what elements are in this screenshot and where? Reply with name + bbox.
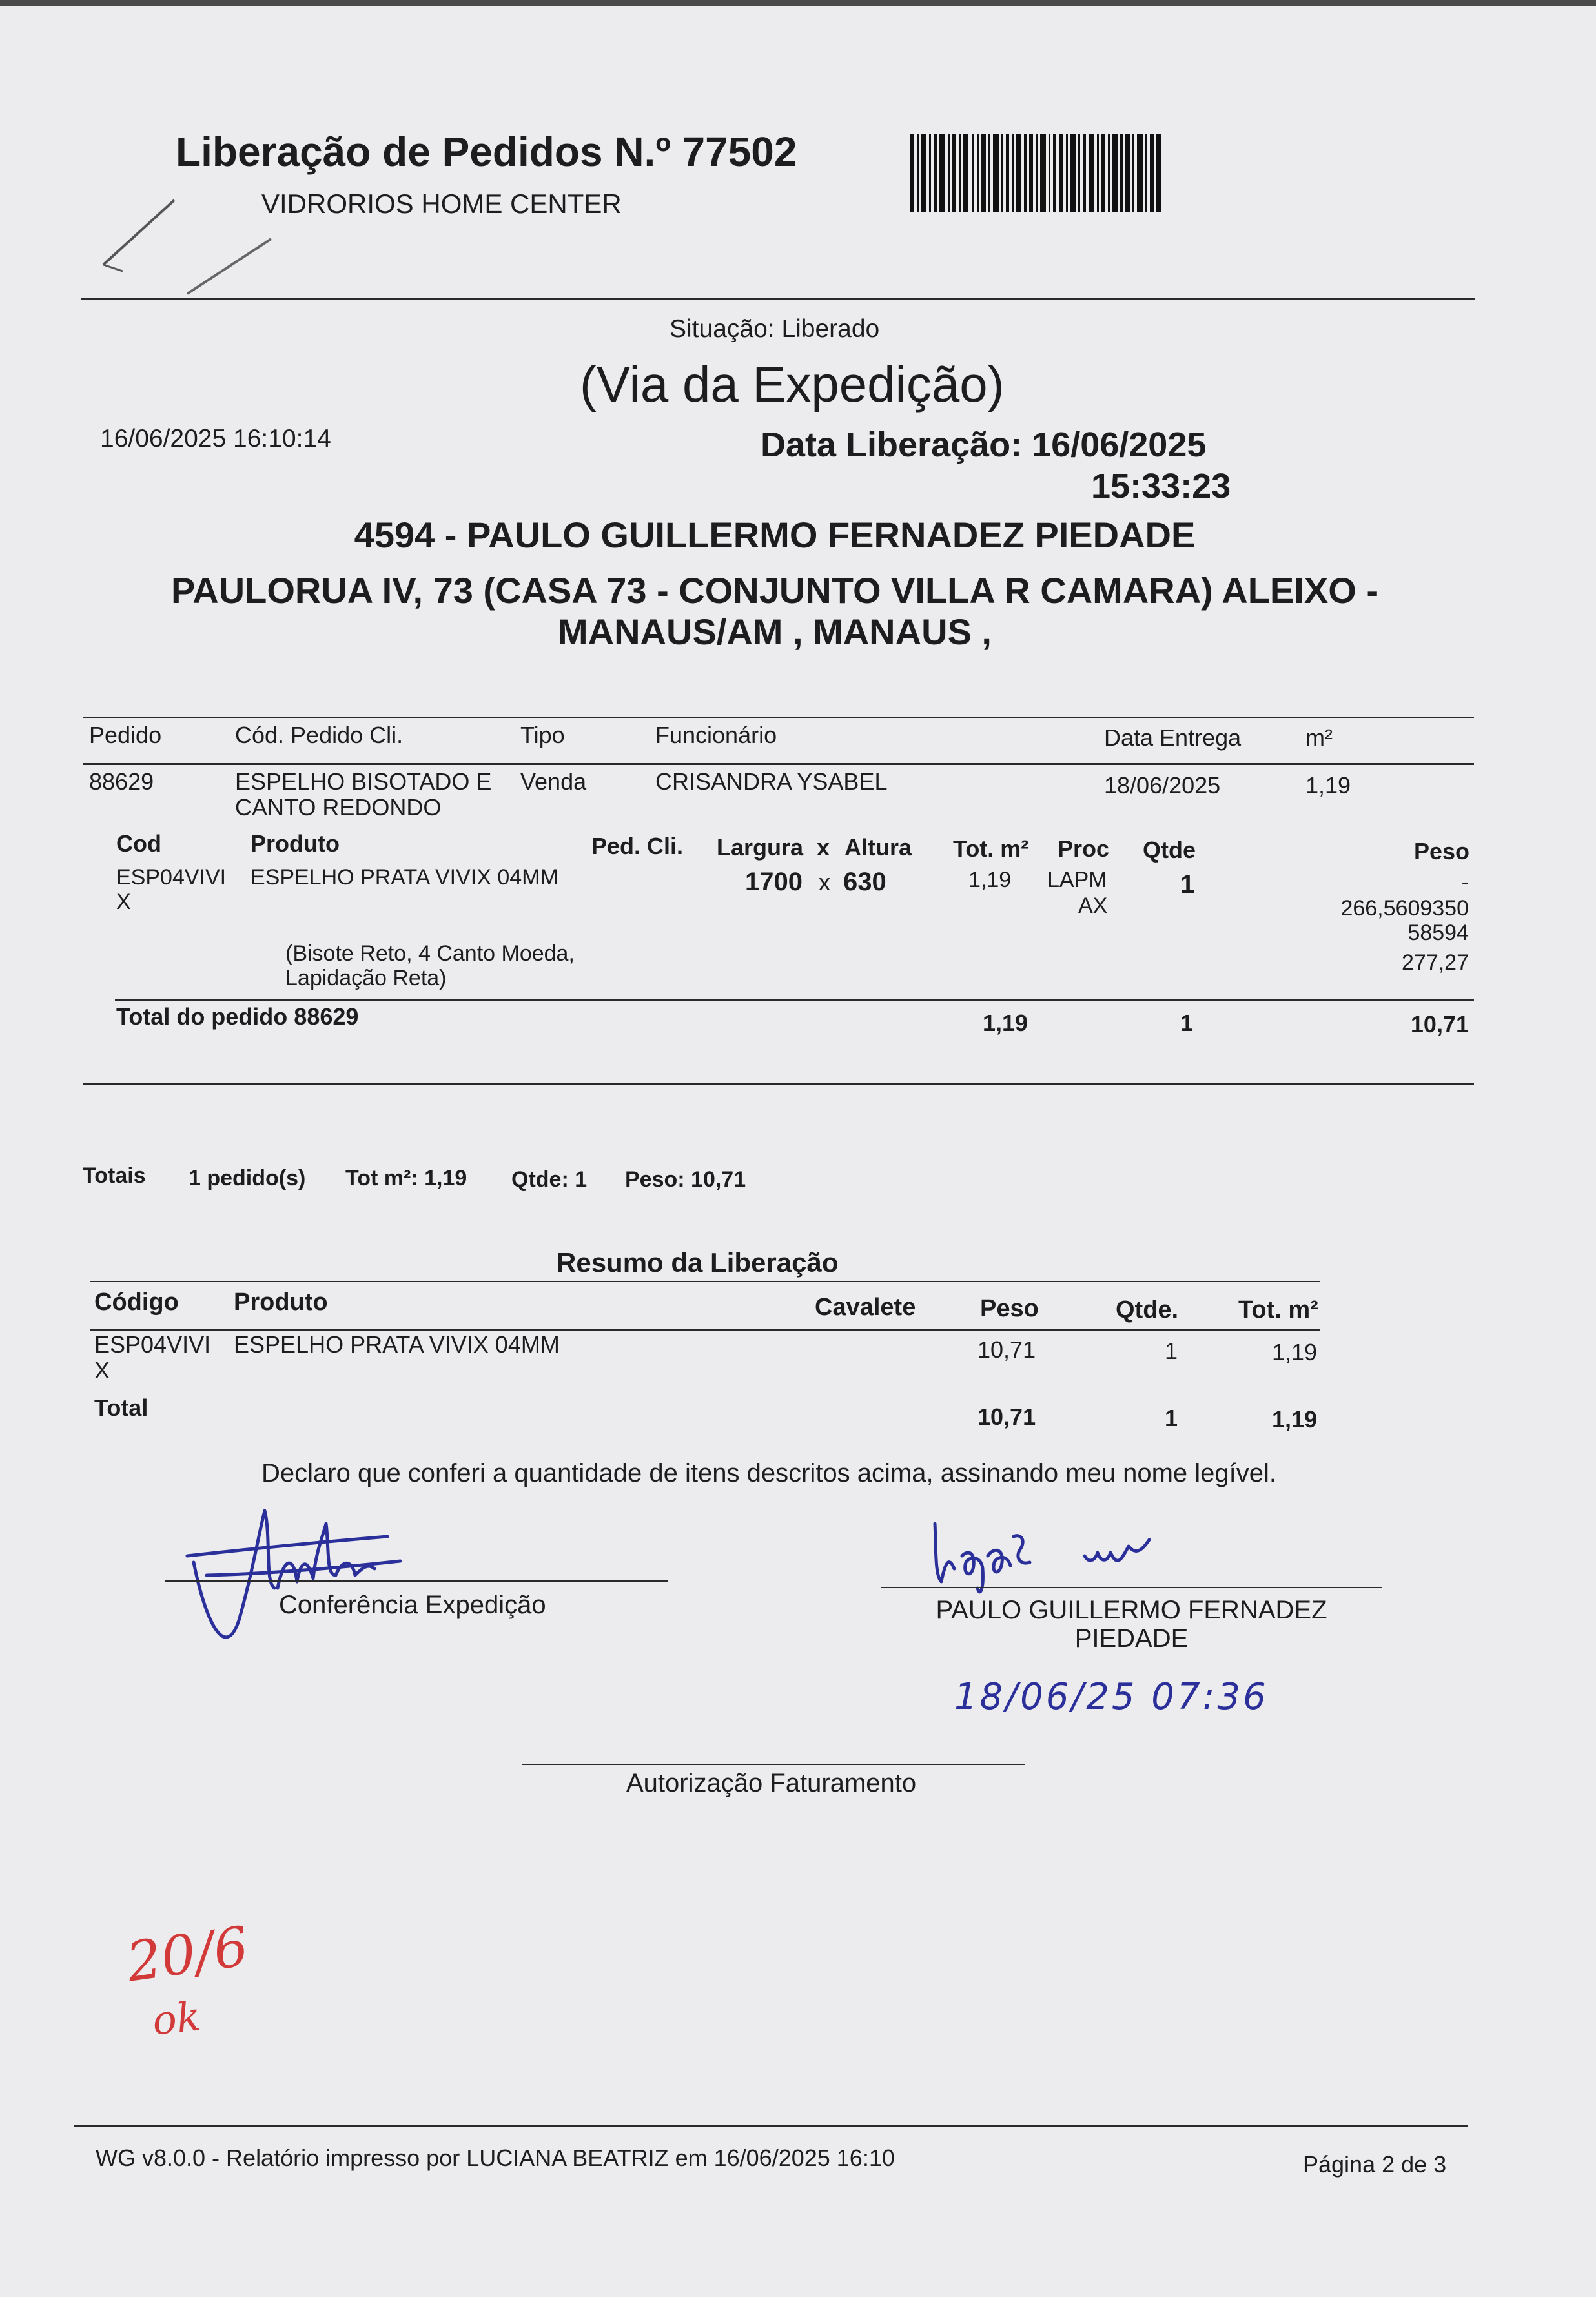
client-address-line2: MANAUS/AM , MANAUS ,: [558, 611, 992, 652]
item-largura: 1700: [745, 868, 803, 896]
resumo-peso: 10,71: [977, 1336, 1036, 1363]
order-total-m2: 1,19: [983, 1010, 1028, 1036]
resumo-total-qtde: 1: [1165, 1405, 1178, 1431]
item-header-ped-cli: Ped. Cli.: [591, 833, 684, 859]
resumo-qtde: 1: [1165, 1338, 1178, 1364]
divider: [81, 298, 1475, 300]
resumo-title: Resumo da Liberação: [557, 1247, 839, 1278]
item-peso-4: 277,27: [1402, 950, 1469, 975]
col-header-funcionario: Funcionário: [655, 722, 777, 748]
signature-line-cliente: [881, 1587, 1382, 1588]
footer-report-info: WG v8.0.0 - Relatório impresso por LUCIANA BEATRIZ em 16/06/2025 16:10: [96, 2145, 895, 2171]
item-proc-2: AX: [1078, 893, 1108, 918]
resumo-codigo-2: X: [94, 1357, 110, 1383]
col-header-tipo: Tipo: [520, 722, 565, 748]
resumo-total-peso: 10,71: [977, 1404, 1036, 1430]
item-header-x: x: [817, 834, 830, 861]
table-top-border: [83, 717, 1474, 718]
via-label: (Via da Expedição): [580, 356, 1005, 413]
col-header-data-entrega: Data Entrega: [1104, 724, 1242, 751]
resumo-header-tot-m2: Tot. m²: [1238, 1296, 1318, 1323]
col-header-pedido: Pedido: [89, 722, 162, 748]
resumo-header-peso: Peso: [980, 1295, 1039, 1322]
document-title: Liberação de Pedidos N.º 77502: [176, 128, 797, 175]
signature-conferencia-icon: [168, 1498, 439, 1653]
declaration-text: Declaro que conferi a quantidade de itens descritos acima, assinando meu nome legível.: [261, 1459, 1277, 1487]
signature-conferencia-label: Conferência Expedição: [279, 1591, 546, 1619]
item-cod-1: ESP04VIVI: [116, 865, 227, 890]
resumo-header-codigo: Código: [94, 1289, 179, 1316]
item-header-qtde: Qtde: [1143, 837, 1196, 863]
table-header-border: [83, 763, 1474, 765]
item-peso-1: -: [1461, 870, 1469, 895]
resumo-total-label: Total: [94, 1394, 148, 1421]
order-total-peso: 10,71: [1410, 1011, 1469, 1037]
item-produto: ESPELHO PRATA VIVIX 04MM: [251, 865, 558, 890]
item-observacao-1: (Bisote Reto, 4 Canto Moeda,: [285, 941, 575, 966]
document-page: [0, 6, 1596, 2297]
item-observacao-2: Lapidação Reta): [285, 966, 447, 990]
item-peso-2: 266,5609350: [1340, 896, 1469, 921]
printed-datetime: 16/06/2025 16:10:14: [100, 425, 331, 453]
client-name: 4594 - PAULO GUILLERMO FERNADEZ PIEDADE: [354, 515, 1196, 555]
cell-m2: 1,19: [1305, 772, 1351, 799]
item-header-tot-m2: Tot. m²: [953, 835, 1029, 862]
resumo-top-border: [90, 1281, 1320, 1282]
cell-cod-pedido-cli-1: ESPELHO BISOTADO E: [235, 768, 492, 795]
resumo-header-border: [90, 1329, 1320, 1331]
item-altura: 630: [843, 868, 886, 896]
handwritten-date: 18/06/25 07:36: [954, 1676, 1269, 1718]
footer-page-number: Página 2 de 3: [1303, 2151, 1447, 2178]
resumo-produto: ESPELHO PRATA VIVIX 04MM: [234, 1331, 560, 1358]
col-header-m2: m²: [1305, 724, 1333, 751]
item-header-cod: Cod: [116, 830, 161, 857]
handwritten-note-date: 20/6: [123, 1914, 252, 1994]
handwritten-note-ok: ok: [150, 1992, 203, 2045]
cell-pedido: 88629: [89, 768, 154, 795]
totais-pedidos: 1 pedido(s): [189, 1166, 306, 1190]
col-header-cod-pedido-cli: Cód. Pedido Cli.: [235, 722, 404, 748]
item-proc-1: LAPM: [1047, 868, 1107, 892]
resumo-header-produto: Produto: [234, 1289, 328, 1316]
item-qtde: 1: [1180, 870, 1195, 899]
resumo-total-m2: 1,19: [1272, 1406, 1318, 1433]
resumo-codigo-1: ESP04VIVI: [94, 1331, 211, 1358]
signature-line-conferencia: [165, 1580, 668, 1582]
signature-cliente-name-2: PIEDADE: [1074, 1624, 1189, 1653]
cell-tipo: Venda: [520, 768, 587, 795]
totais-label: Totais: [83, 1163, 146, 1188]
order-total-label: Total do pedido 88629: [116, 1003, 359, 1030]
barcode-icon: [910, 134, 1161, 212]
resumo-tot-m2: 1,19: [1272, 1339, 1318, 1365]
item-header-altura: Altura: [844, 834, 912, 861]
signature-autorizacao-label: Autorização Faturamento: [626, 1769, 917, 1797]
item-header-peso: Peso: [1414, 838, 1470, 864]
resumo-header-cavalete: Cavalete: [815, 1294, 916, 1321]
cell-cod-pedido-cli-2: CANTO REDONDO: [235, 794, 442, 821]
item-cod-2: X: [116, 890, 131, 914]
item-header-largura: Largura: [717, 834, 804, 861]
data-liberacao: Data Liberação: 16/06/2025: [761, 425, 1207, 464]
item-header-produto: Produto: [251, 830, 340, 857]
totais-qtde: Qtde: 1: [511, 1167, 588, 1192]
signature-line-autorizacao: [522, 1764, 1025, 1765]
signature-cliente-name-1: PAULO GUILLERMO FERNADEZ: [936, 1596, 1327, 1624]
totais-peso: Peso: 10,71: [625, 1167, 746, 1192]
item-header-proc: Proc: [1058, 835, 1110, 862]
staple-mark-icon: [97, 187, 291, 297]
item-total-border: [115, 999, 1474, 1001]
item-peso-3: 58594: [1407, 921, 1469, 945]
footer-divider: [74, 2125, 1468, 2127]
client-address-line1: PAULORUA IV, 73 (CASA 73 - CONJUNTO VILLA R CAMARA) ALEIXO -: [171, 570, 1378, 611]
item-x: x: [819, 869, 830, 895]
company-name: VIDRORIOS HOME CENTER: [261, 189, 622, 219]
divider: [83, 1083, 1474, 1085]
order-total-qtde: 1: [1180, 1010, 1194, 1036]
data-liberacao-time: 15:33:23: [1091, 467, 1231, 505]
cell-funcionario: CRISANDRA YSABEL: [655, 768, 888, 795]
item-tot-m2: 1,19: [968, 868, 1012, 892]
resumo-header-qtde: Qtde.: [1116, 1296, 1179, 1323]
situacao-label: Situação: Liberado: [670, 315, 880, 343]
totais-m2: Tot m²: 1,19: [345, 1166, 467, 1190]
cell-data-entrega: 18/06/2025: [1104, 772, 1221, 799]
